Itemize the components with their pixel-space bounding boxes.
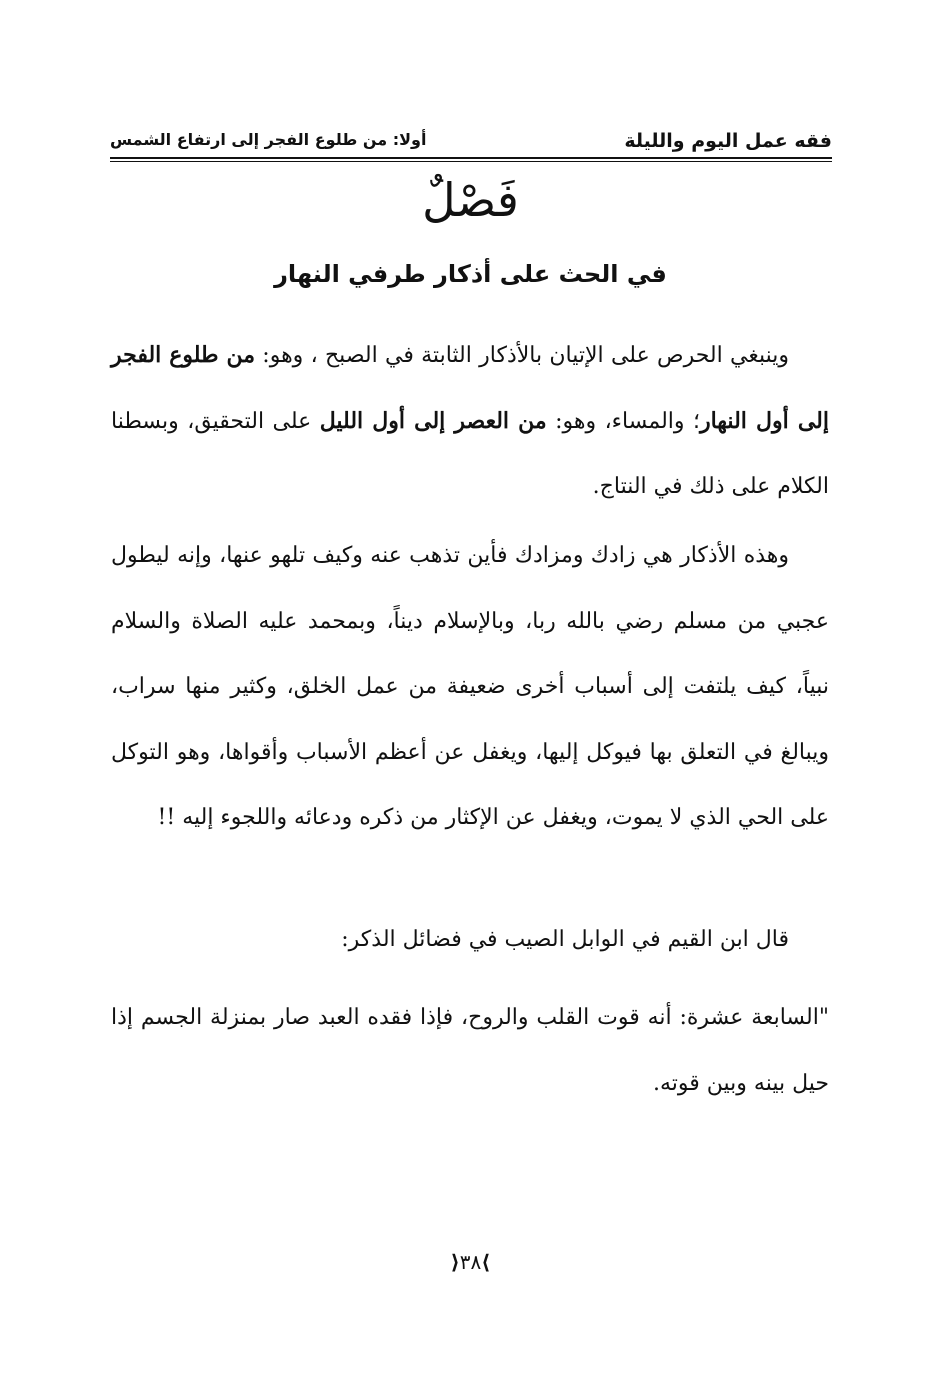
paragraph-4-quote: "السابعة عشرة: أنه قوت القلب والروح، فإذا فقده العبد صار بمنزلة الجسم إذا حيل بينه وبين قوته. [111,1005,829,1096]
running-header [110,126,832,160]
paragraph-1 [111,323,829,520]
paragraph-1-text-b: ؛ والمساء، وهو: [546,408,700,434]
paragraph-1-bold-a: من طلوع الفجر إلى أول النهار [111,342,829,434]
chapter-title: أولا: من طلوع الفجر إلى ارتفاع الشمس [110,130,427,149]
page-number-ornament-left: ⟨ [450,1250,460,1274]
paragraph-1-bold-b: من العصر إلى أول الليل [319,407,547,434]
book-title: فقه عمل اليوم والليلة [624,130,832,152]
section-subtitle: في الحث على أذكار طرفي النهار [274,260,667,288]
page-number-value: ٣٨ [459,1250,482,1274]
header-rule [110,157,832,162]
page-number [0,1247,941,1277]
paragraph-1-text-a: وينبغي الحرص على الإتيان بالأذكار الثابتة في الصبح ، وهو: [255,343,790,368]
section-title: فَصْلٌ [422,173,519,227]
page-number-ornament-right: ⟩ [481,1250,491,1274]
paragraph-2: وهذه الأذكار هي زادك ومزادك فأين تذهب عنه وكيف تلهو عنها، وإنه ليطول عجبي من مسلم رضي بالله ربا، وبالإسلام ديناً، وبمحمد عليه الصلاة والسلام نبياً، كيف يلتفت إلى أسباب أخرى ضعيفة من عمل الخلق، وكثير منها سراب، ويبالغ في التعلق بها فيوكل إليها، ويغفل عن أعظم الأسباب وأقواها، وهو التوكل على الحي الذي لا يموت، ويغفل عن الإكثار من ذكره ودعائه واللجوء إليه !! [111,543,829,830]
paragraph-3-quote-intro: قال ابن القيم في الوابل الصيب في فضائل الذكر: [341,927,789,952]
paragraph-1-text-c: على التحقيق، وبسطنا الكلام على ذلك في النتاج. [111,408,829,499]
